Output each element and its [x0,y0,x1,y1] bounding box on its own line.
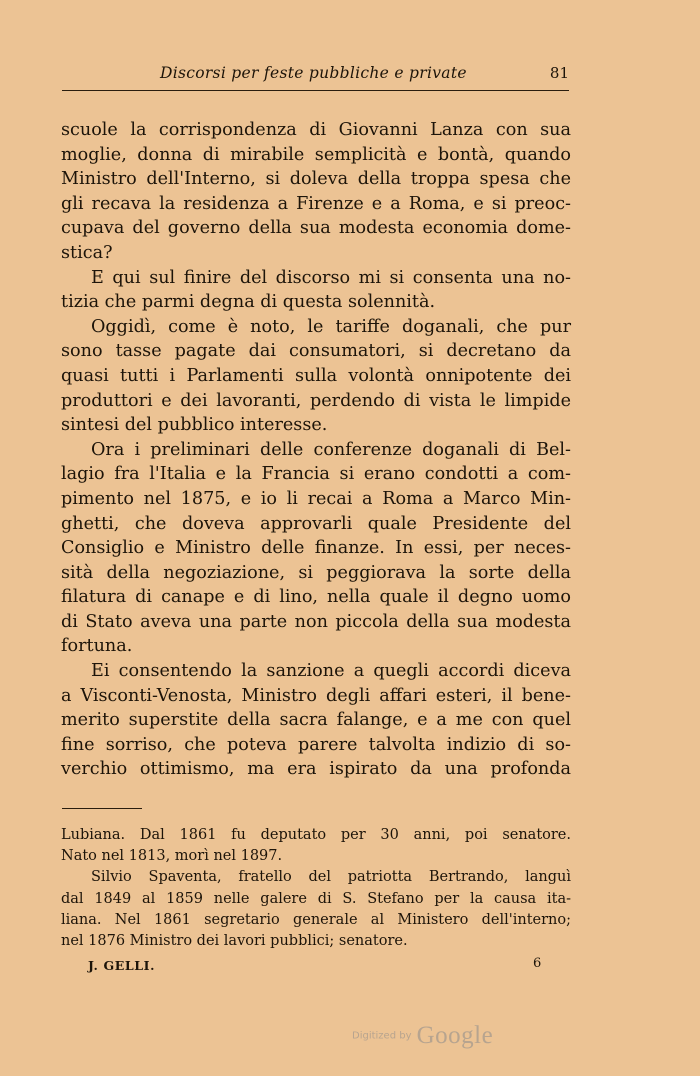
running-title: Discorsi per feste pubbliche e private [160,64,467,82]
footnote-line: Lubiana. Dal 1861 fu deputato per 30 anni, poi senatore. [61,827,571,843]
body-line: sità della negoziazione, si peggiorava la sorte della [61,562,571,583]
body-line: filatura di canape e di lino, nella quale il degno uomo [61,587,571,608]
footnote-line: Silvio Spaventa, fratello del patriotta Bertrando, languì [91,869,571,886]
footnotes [61,825,571,952]
body-line: lagio fra l'Italia e la Francia si erano condotti a com- [61,464,571,485]
body-line: Ei consentendo la sanzione a quegli accordi diceva [91,661,571,682]
footnote-line: nel 1876 Ministro dei lavori pubblici; senatore. [61,933,408,950]
body-line: produttori e dei lavoranti, perdendo di vista le limpide [61,390,571,411]
body-line: fortuna. [61,636,133,657]
footnote-line: liana. Nel 1861 segretario generale al Ministero dell'interno; [61,911,571,928]
body-line: Ora i preliminari delle conferenze doganali di Bel- [91,439,571,460]
body-line: Oggidì, come è noto, le tariffe doganali, che pur [91,316,571,337]
body-line: gli recava la residenza a Firenze e a Roma, e si preoc- [61,193,571,214]
body-line: merito superstite della sacra falange, e a me con quel [61,710,571,731]
running-header [62,62,569,91]
watermark-prefix: Digitized by [352,1030,412,1042]
body-line: di Stato aveva una parte non piccola della sua modesta [61,611,571,632]
body-line: a Visconti-Venosta, Ministro degli affari esteri, il bene- [61,685,571,706]
page-number: 81 [549,64,569,82]
body-line: moglie, donna di mirabile semplicità e bontà, quando [61,144,571,165]
watermark-logo: Google [416,1022,494,1049]
body-line: Ministro dell'Interno, si doleva della troppa spesa che [61,169,571,190]
body-line: quasi tutti i Parlamenti sulla volontà onnipotente dei [61,365,571,386]
body-line: Consiglio e Ministro delle finanze. In essi, per neces- [61,538,571,559]
body-line: scuole la corrispondenza di Giovanni Lanza con sua [61,120,571,140]
body-line: tizia che parmi degna di questa solennità. [61,292,436,313]
body-line: ghetti, che doveva approvarli quale Presidente del [61,513,571,534]
body-line: sintesi del pubblico interesse. [61,415,328,436]
body-line: E qui sul finire del discorso mi si consenta una no- [91,267,571,288]
body-line: verchio ottimismo, ma era ispirato da una profonda [61,759,571,780]
body-text [61,118,571,782]
body-line: stica? [61,242,113,263]
sheet-number: 6 [533,956,542,971]
body-line: fine sorriso, che poteva parere talvolta indizio di so- [61,734,571,755]
footnote-rule [62,808,142,809]
digitized-watermark [352,1022,493,1050]
footnote-line: dal 1849 al 1859 nelle galere di S. Stefano per la causa ita- [61,890,571,907]
body-line: sono tasse pagate dai consumatori, si decretano da [61,341,571,362]
body-line: cupava del governo della sua modesta economia dome- [61,218,571,239]
signature-mark: J. GELLI. [88,958,156,973]
body-line: pimento nel 1875, e io li recai a Roma a Marco Min- [61,488,571,509]
footnote-line: Nato nel 1813, morì nel 1897. [61,848,283,865]
